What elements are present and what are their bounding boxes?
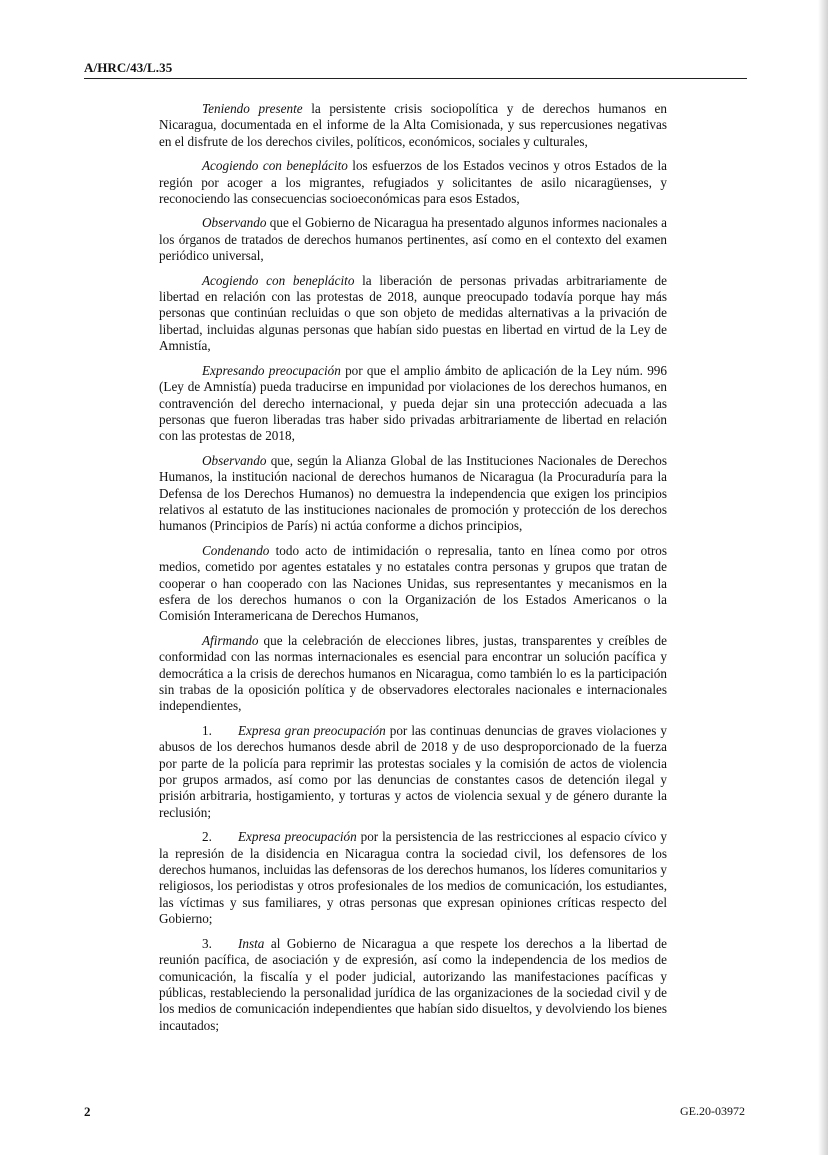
paragraph-text: por que el amplio ámbito de aplicación de la Ley núm. 996 (Ley de Amnistía) pueda traducirse en impunidad por violaciones de los derechos humanos, en contravención del derecho internacional, y pueda dejar sin una protección adecuada a las personas que fueron liberadas tras haber sido privadas arbitrariamente de libertad en relación con las protestas de 2018, <box>159 362 667 444</box>
header-rule <box>84 78 747 79</box>
paragraph-lead: Observando <box>202 452 267 468</box>
preamble-paragraph <box>159 158 667 207</box>
preamble-paragraph <box>159 453 667 535</box>
paragraph-lead: Afirmando <box>202 632 259 648</box>
paragraph-text: por la persistencia de las restricciones al espacio cívico y la represión de la disidencia en Nicaragua contra la sociedad civil, los defensores de los derechos humanos, incluidas las defensoras de los derechos humanos, los líderes comunitarios y religiosos, los periodistas y otros profesionales de los medios de comunicación, los estudiantes, las víctimas y sus familiares, y otras personas que expresan opiniones críticas respecto del Gobierno; <box>159 829 667 927</box>
paragraph-text: que la celebración de elecciones libres, justas, transparentes y creíbles de conformidad con las normas internacionales es esencial para encontrar un solución pacífica y democrática a la crisis de derechos humanos en Nicaragua, como también lo es la participación sin trabas de la oposición política y de observadores electorales nacionales e internacionales independientes, <box>159 632 667 714</box>
paragraph-number: 2. <box>202 829 212 845</box>
paragraph-lead: Teniendo presente <box>202 101 303 116</box>
paragraph-number: 1. <box>202 722 212 738</box>
paragraph-text: que, según la Alianza Global de las Instituciones Nacionales de Derechos Humanos, la institución nacional de derechos humanos de Nicaragua (la Procuraduría para la Defensa de los Derechos Humanos) no demuestra la independencia que exigen los principios relativos al estatuto de las instituciones nacionales de promoción y protección de los derechos humanos (Principios de París) ni actúa conforme a dichos principios, <box>159 452 667 534</box>
preamble-paragraph <box>159 273 667 355</box>
preamble-paragraph <box>159 101 667 150</box>
paragraph-lead: Acogiendo con beneplácito <box>202 158 348 174</box>
paragraph-text: la persistente crisis sociopolítica y de derechos humanos en Nicaragua, documentada en el informe de la Alta Comisionada, y sus repercusiones negativas en el disfrute de los derechos civiles, políticos, económicos, sociales y culturales, <box>159 101 667 149</box>
paragraph-text: todo acto de intimidación o represalia, tanto en línea como por otros medios, cometido por agentes estatales y no estatales contra personas y grupos que tratan de cooperar o han cooperado con las Naciones Unidas, sus representantes y mecanismos en la esfera de los derechos humanos o con la Organización de los Estados Americanos o la Comisión Interamericana de Derechos Humanos, <box>159 542 667 624</box>
preamble-paragraph <box>159 215 667 264</box>
paragraph-lead: Expresando preocupación <box>202 362 341 378</box>
paragraph-text: que el Gobierno de Nicaragua ha presentado algunos informes nacionales a los órganos de tratados de derechos humanos pertinentes, así como en el contexto del examen periódico universal, <box>159 215 667 264</box>
paragraph-lead: Insta <box>238 935 265 951</box>
paragraph-text: los esfuerzos de los Estados vecinos y otros Estados de la región por acoger a los migrantes, refugiados y solicitantes de asilo nicaragüenses, y reconociendo las consecuencias socioeconómicas para esos Estados, <box>159 158 667 207</box>
job-number: GE.20-03972 <box>680 1104 745 1118</box>
preamble-paragraph <box>159 543 667 625</box>
paragraph-lead: Acogiendo con beneplácito <box>202 272 355 288</box>
preamble-paragraph <box>159 363 667 445</box>
page-number: 2 <box>84 1104 91 1119</box>
document-body <box>159 101 667 1042</box>
paragraph-lead: Expresa preocupación <box>238 829 357 845</box>
paragraph-lead: Expresa gran preocupación <box>238 722 386 738</box>
paragraph-lead: Observando <box>202 215 267 231</box>
operative-paragraph <box>159 829 667 927</box>
preamble-paragraph <box>159 633 667 715</box>
paragraph-text: la liberación de personas privadas arbitrariamente de libertad en relación con las protestas de 2018, aunque preocupado todavía porque hay más personas que continúan recluidas o que son objeto de medidas alternativas a la privación de libertad, incluidas algunas personas que habían sido puestas en libertad en virtud de la Ley de Amnistía, <box>159 272 667 354</box>
page-edge-shadow <box>818 0 828 1155</box>
document-symbol: A/HRC/43/L.35 <box>84 60 173 75</box>
operative-paragraph <box>159 936 667 1034</box>
paragraph-text: al Gobierno de Nicaragua a que respete los derechos a la libertad de reunión pacífica, de asociación y de expresión, así como la independencia de los medios de comunicación, la fiscalía y el poder judicial, autorizando las manifestaciones pacíficas y públicas, restableciendo la personalidad jurídica de las organizaciones de la sociedad civil y de los medios de comunicación independientes que habían sido disueltos, y devolviendo los bienes incautados; <box>159 935 667 1033</box>
paragraph-text: por las continuas denuncias de graves violaciones y abusos de los derechos humanos desde abril de 2018 y de uso desproporcionado de la fuerza por parte de la policía para reprimir las protestas sociales y la comisión de actos de violencia por grupos armados, así como por las denuncias de constantes casos de detención ilegal y prisión arbitraria, hostigamiento, y torturas y actos de violencia sexual y de género durante la reclusión; <box>159 722 667 820</box>
paragraph-lead: Condenando <box>202 542 270 558</box>
operative-paragraph <box>159 723 667 821</box>
paragraph-number: 3. <box>202 935 212 951</box>
